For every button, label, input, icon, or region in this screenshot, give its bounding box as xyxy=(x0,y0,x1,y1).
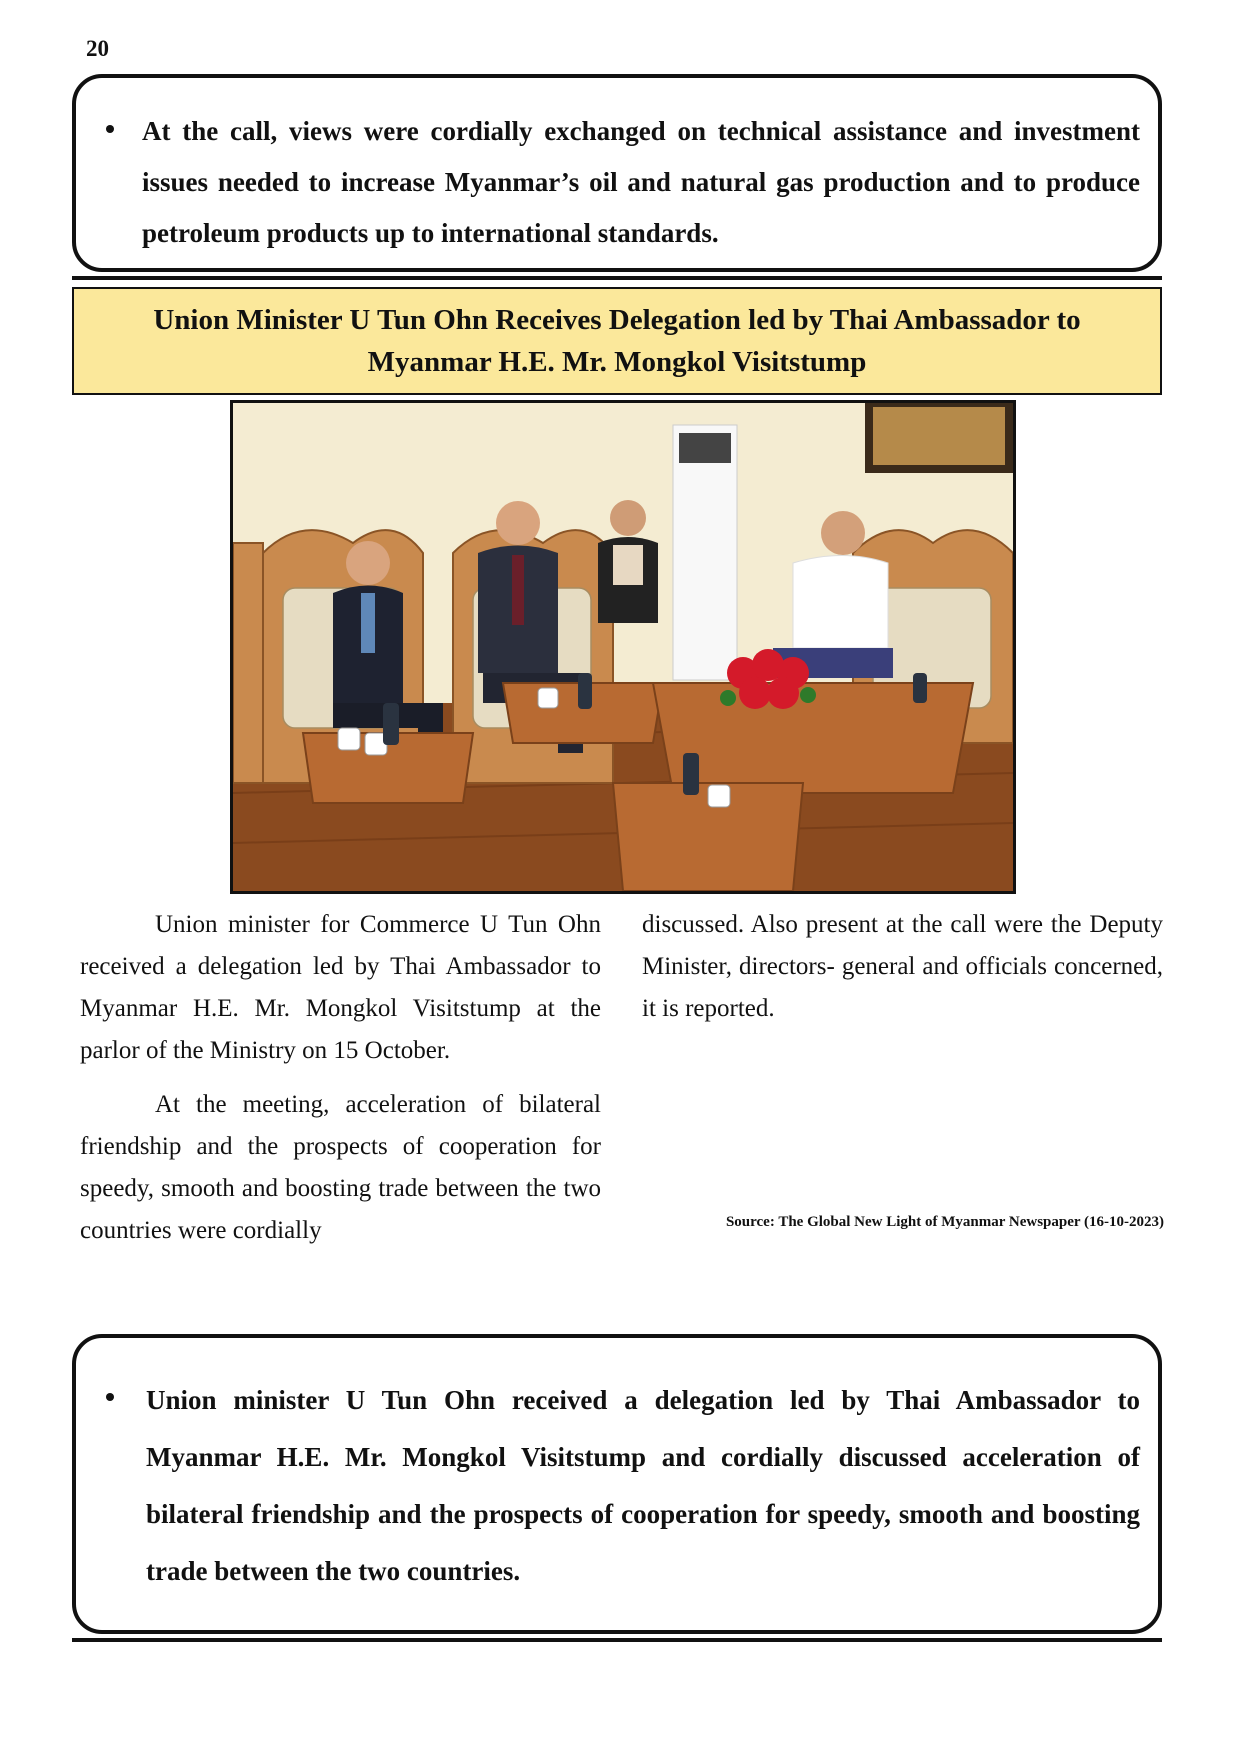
bullet-icon xyxy=(106,1393,114,1401)
divider-rule xyxy=(72,276,1162,280)
summary-box-top xyxy=(72,74,1162,272)
source-citation: Source: The Global New Light of Myanmar Newspaper (16-10-2023) xyxy=(725,1214,1164,1230)
bullet-icon xyxy=(106,125,114,133)
summary-box-bottom xyxy=(72,1334,1162,1634)
bullet-item xyxy=(98,106,1140,259)
bullet-text: Union minister U Tun Ohn received a delegation led by Thai Ambassador to Myanmar H.E. Mr. Mongkol Visitstump and cordially discussed acceleration of bilateral friendship and the prospects of cooperation for speedy, smooth and boosting trade between the two countries. xyxy=(146,1385,1140,1586)
bullet-text: At the call, views were cordially exchanged on technical assistance and investment issues needed to increase Myanmar’s oil and natural gas production and to produce petroleum products up to international standards. xyxy=(142,116,1140,248)
article-column-right xyxy=(642,904,1163,1030)
bullet-item xyxy=(98,1372,1140,1600)
article-paragraph: At the meeting, acceleration of bilateral friendship and the prospects of cooperation for speedy, smooth and boosting trade between the two countries were cordially xyxy=(80,1091,601,1244)
divider-rule xyxy=(72,1638,1162,1642)
article-paragraph: discussed. Also present at the call were the Deputy Minister, directors- general and officials concerned, it is reported. xyxy=(642,911,1163,1022)
meeting-photo xyxy=(230,400,1016,894)
article-headline xyxy=(72,287,1162,395)
page-number: 20 xyxy=(86,36,109,61)
article-column-left xyxy=(80,904,601,1252)
headline-text: Union Minister U Tun Ohn Receives Delegation led by Thai Ambassador to Myanmar H.E. Mr. Mongkol Visitstump xyxy=(153,304,1081,378)
article-paragraph: Union minister for Commerce U Tun Ohn received a delegation led by Thai Ambassador to Myanmar H.E. Mr. Mongkol Visitstump at the parlor of the Ministry on 15 October. xyxy=(80,911,601,1064)
